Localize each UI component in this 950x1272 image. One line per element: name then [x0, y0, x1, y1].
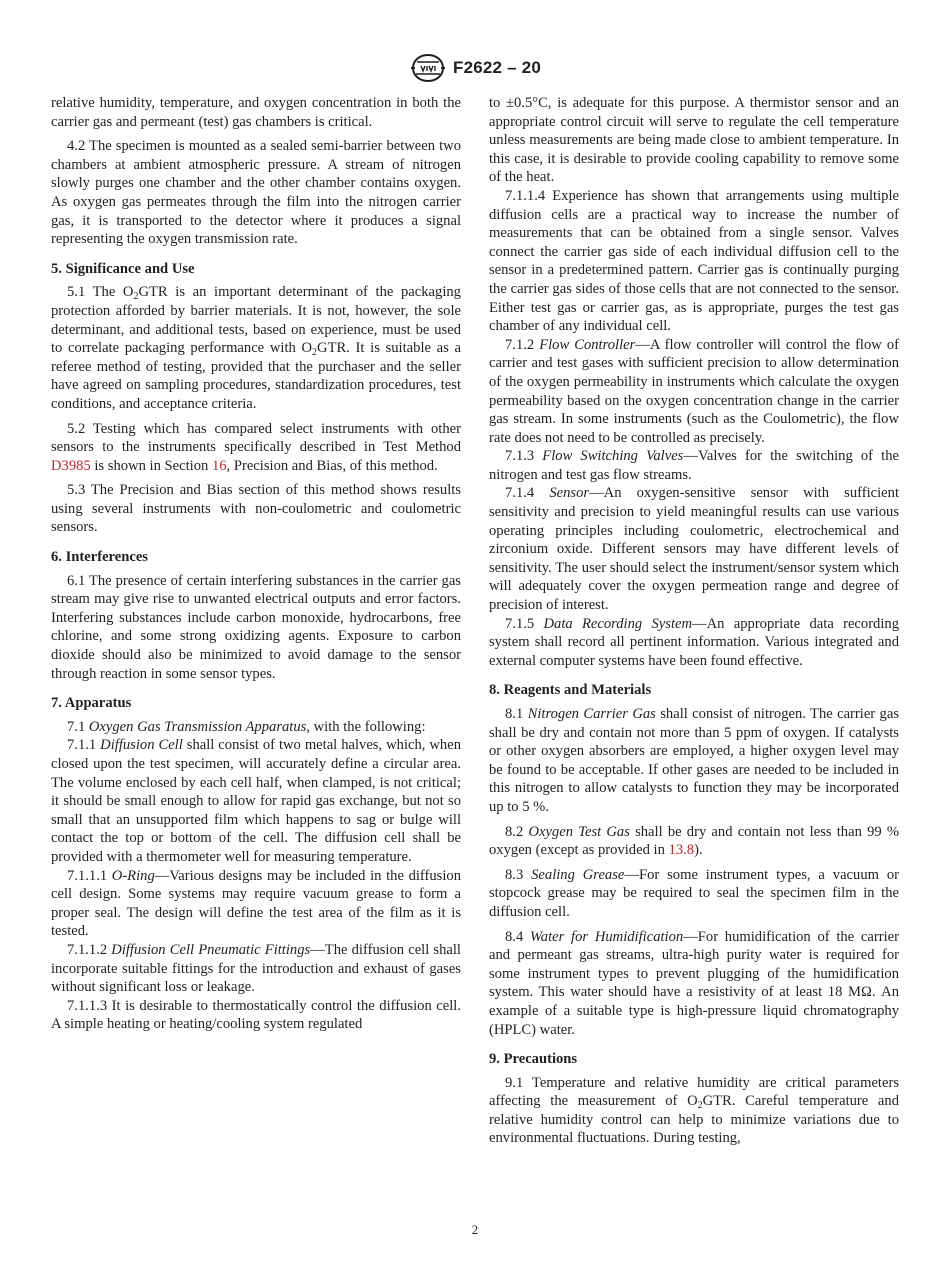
paragraph-5-3: 5.3 The Precision and Bias section of this method shows results using several instruments with non-coulometric and coulometric sensors. — [51, 482, 461, 536]
paragraph-7-1-3: 7.1.3 Flow Switching Valves—Valves for the switching of the nitrogen and test gas flow streams. — [489, 448, 899, 483]
paragraph-7-1-1: 7.1.1 Diffusion Cell shall consist of two metal halves, which, when closed upon the test specimen, will accurately define a circular area. The volume enclosed by each cell half, when clamped, is not critical; it should be small enough to allow for rapid gas exchange, but not so small that an unsupported film which happens to sag or bulge will contact the top or bottom of the cell. The diffusion cell shall be provided with a thermometer well for measuring temperature. — [51, 737, 462, 865]
paragraph-7-1: 7.1 Oxygen Gas Transmission Apparatus, with the following: — [67, 718, 426, 735]
paragraph-7-1-2: 7.1.2 Flow Controller—A flow controller will control the flow of carrier and test gases with sufficient precision to allow determination of the oxygen permeability in instruments which calculate the oxygen permeability based on the oxygen concentration change in the carrier gas stream. In some instruments (such as the Coulometric), the flow rate does not need to be controlled as precisely. — [489, 336, 899, 446]
paragraph-5-1: 5.1 The $O_2GTR$ is an important determinant of the packaging protection afforded by barrier materials. It is not, however, the sole determinant, and additional tests, based on experience, must be used to correlate packaging performance with $O_2GTR$. It is suitable as a referee method of testing, provided that the purchaser and the seller have agreed on sampling procedures, standardization procedures, test conditions, and acceptance criteria. — [51, 284, 461, 412]
left-column — [51, 94, 461, 1034]
section-heading-9: 9. Precautions — [489, 1051, 578, 1068]
paragraph-9-1: 9.1 Temperature and relative humidity are critical parameters affecting the measurement of $O_2GTR$. Careful temperature and relative humidity control can help to minimize variations due to environmental fluctuations. During testing, — [489, 1074, 900, 1147]
paragraph-5-2: 5.2 Testing which has compared select instruments with other sensors to the instruments specifically described in Test Method D3985 is shown in Section 16, Precision and Bias, of this method. — [51, 420, 461, 474]
section-heading-6: 6. Interferences — [51, 549, 148, 566]
paragraph-8-3: 8.3 Sealing Grease—For some instrument types, a vacuum or stopcock grease may be required to seal the specimen film in the diffusion cell. — [489, 866, 900, 920]
paragraph-8-2: 8.2 Oxygen Test Gas shall be dry and contain not less than 99 % oxygen (except as provided in 13.8). — [489, 823, 900, 859]
link-section-16[interactable]: 16 — [211, 457, 227, 474]
page-number: 2 — [471, 1222, 479, 1237]
paragraph-7-1-1-1: 7.1.1.1 O-Ring—Various designs may be included in the diffusion cell design. Some systems may require vacuum grease to form a proper seal. The design will define the test area of the film as it is tested. — [51, 867, 462, 940]
document-id: F2622 – 20 — [452, 57, 541, 77]
section-heading-5: 5. Significance and Use — [51, 260, 195, 277]
page-header — [0, 52, 950, 84]
paragraph-4-2: 4.2 The specimen is mounted as a sealed semi-barrier between two chambers at ambient atmospheric pressure. A stream of nitrogen slowly purges one chamber and the other chamber contains oxygen. As oxygen gas permeates through the film into the nitrogen carrier gas, it is transported to the detector where it produces a signal representing the oxygen transmission rate. — [51, 138, 461, 248]
paragraph-7-1-5: 7.1.5 Data Recording System—An appropriate data recording system shall record all pertinent information. Various integrated and external computer systems have been found effective. — [489, 615, 899, 669]
paragraph-7-1-1-3: 7.1.1.3 It is desirable to thermostatically control the diffusion cell. A simple heating or heating/cooling system regulated — [51, 997, 461, 1033]
paragraph-6-1: 6.1 The presence of certain interfering substances in the carrier gas stream may give rise to unwanted electrical outputs and error factors. Interfering substances include carbon monoxide, hydrocarbons, free chlorine, and some strong oxidizing agents. Exposure to carbon dioxide should also be minimized to avoid damage to the sensor through reaction in some sensor types. — [51, 572, 461, 682]
paragraph-7-1-1-4: 7.1.1.4 Experience has shown that arrangements using multiple diffusion cells are a practical way to increase the number of measurements that can be obtained from a single sensor. Valves connect the carrier gas side of each individual diffusion cell to the sensor in a predetermined pattern. Carrier gas is continually purging the carrier gas sides of those cells that are not connected to the sensor. Either test gas or carrier gas, as is appropriate, purges the test gas chamber of any individual cell. — [489, 187, 899, 335]
paragraph-7-1-4: 7.1.4 Sensor—An oxygen-sensitive sensor with sufficient sensitivity and precision to yield meaningful results can use various operating principles including coulometric, electrochemical and zirconium oxide. Different sensors may have different levels of sensitivity. The user should select the instrument/sensor system which will adequately cover the oxygen permeation range and degree of precision of interest. — [489, 485, 899, 614]
link-13-8[interactable]: 13.8 — [668, 842, 695, 859]
paragraph-7-1-1-2: 7.1.1.2 Diffusion Cell Pneumatic Fittings—The diffusion cell shall incorporate suitable fittings for the introduction and exhaust of gases without significant loss or leakage. — [51, 941, 461, 996]
paragraph-continued: relative humidity, temperature, and oxygen concentration in both the carrier gas and permeant (test) gas chambers is critical. — [51, 95, 461, 130]
link-d3985[interactable]: D3985 — [51, 457, 91, 474]
astm-logo-icon — [409, 53, 447, 83]
right-column — [489, 94, 899, 1154]
paragraph-continued-right: to ±0.5°C, is adequate for this purpose. A thermistor sensor and an appropriate control circuit will serve to regulate the cell temperature unless measurements are being made close to ambient temperature. In this case, it is desirable to provide cooling capability to remove some of the heat. — [489, 95, 899, 186]
paragraph-8-1: 8.1 Nitrogen Carrier Gas shall consist of nitrogen. The carrier gas shall be dry and contain not more than 5 ppm of oxygen. If catalysts or other oxygen absorbers are employed, a higher oxygen level may be found to be acceptable. If other gases are needed to be included in this nitrogen to allow catalysts to function they may be incorporated up to 5 %. — [489, 706, 900, 815]
paragraph-8-4: 8.4 Water for Humidification—For humidification of the carrier and permeant gas streams, ultra-high purity water is required for some instrument types to prevent plugging of the humidification system. This water should have a resistivity of at least 18 MΩ. An example of a suitable type is high-pressure liquid chromatography (HPLC) water. — [489, 928, 899, 1038]
section-heading-7: 7. Apparatus — [51, 695, 132, 712]
section-heading-8: 8. Reagents and Materials — [489, 682, 652, 699]
